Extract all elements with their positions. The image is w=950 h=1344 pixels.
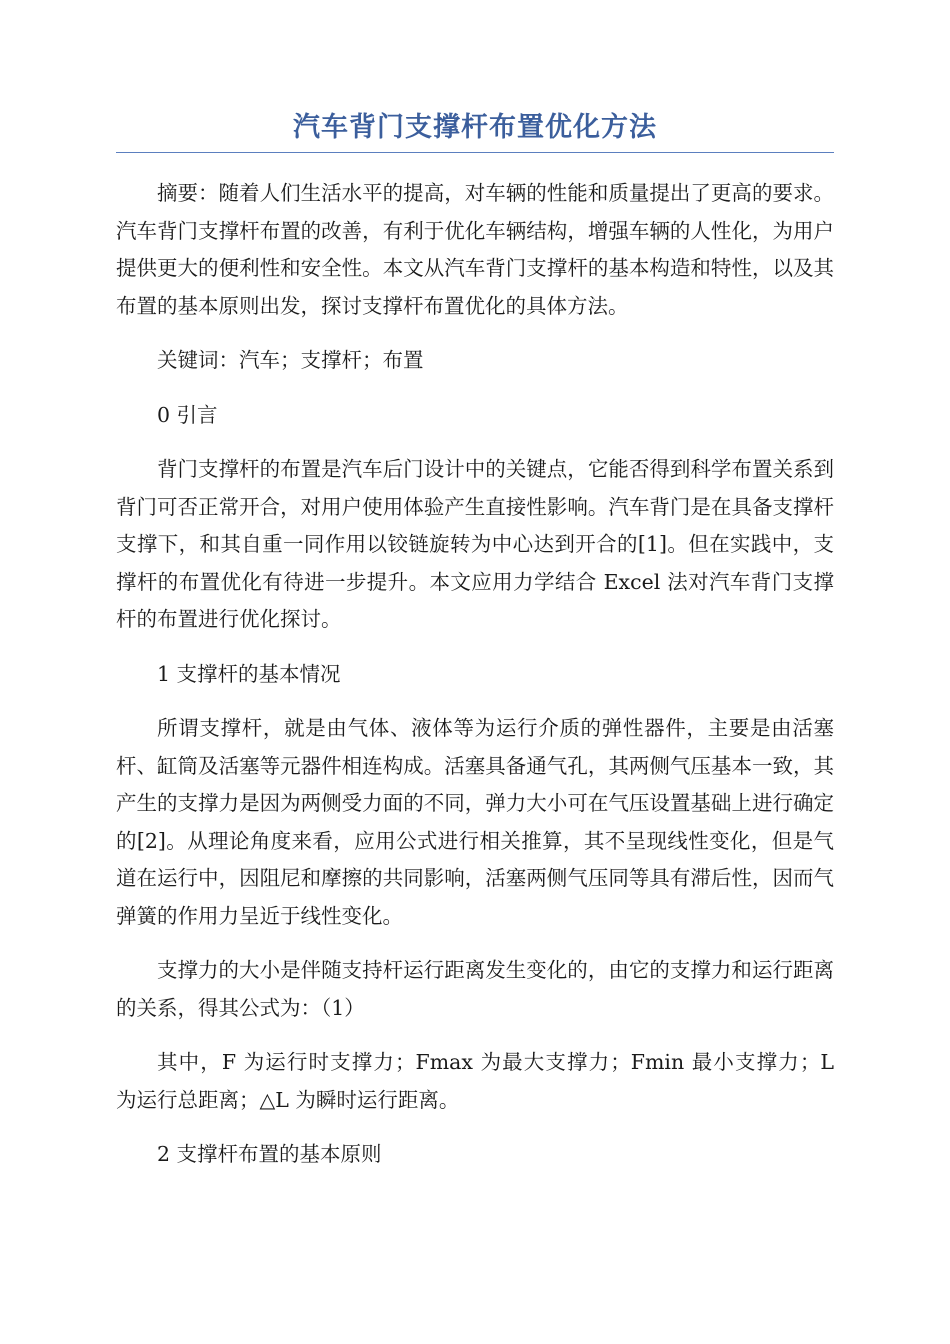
formula-paragraph: 支撑力的大小是伴随支持杆运行距离发生变化的，由它的支撑力和运行距离的关系，得其公式为：（1） <box>116 958 834 1020</box>
basics-paragraph: 所谓支撑杆，就是由气体、液体等为运行介质的弹性器件，主要是由活塞杆、缸筒及活塞等元器件相连构成。活塞具备通气孔，其两侧气压基本一致，其产生的支撑力是因为两侧受力面的不同，弹力大小可在气压设置基础上进行确定的[2]。从理论角度来看，应用公式进行相关推算，其不呈现线性变化，但是气道在运行中，因阻尼和摩擦的共同影响，活塞两侧气压同等具有滞后性，因而气弹簧的作用力呈近于线性变化。 <box>116 716 834 928</box>
keywords-paragraph: 关键词：汽车；支撑杆；布置 <box>157 348 424 372</box>
abstract-paragraph: 摘要：随着人们生活水平的提高，对车辆的性能和质量提出了更高的要求。汽车背门支撑杆布置的改善，有利于优化车辆结构，增强车辆的人性化，为用户提供更大的便利性和安全性。本文从汽车背门支撑杆的基本构造和特性，以及其布置的基本原则出发，探讨支撑杆布置优化的具体方法。 <box>116 181 834 318</box>
introduction-paragraph: 背门支撑杆的布置是汽车后门设计中的关键点，它能否得到科学布置关系到背门可否正常开合，对用户使用体验产生直接性影响。汽车背门是在具备支撑杆支撑下，和其自重一同作用以铰链旋转为中心达到开合的[1]。但在实践中，支撑杆的布置优化有待进一步提升。本文应用力学结合 Excel 法对汽车背门支撑杆的布置进行优化探讨。 <box>116 457 834 631</box>
section-heading-basics: 1 支撑杆的基本情况 <box>157 661 341 686</box>
document-body <box>116 175 834 1174</box>
document-title: 汽车背门支撑杆布置优化方法 <box>116 108 834 153</box>
section-heading-introduction: 0 引言 <box>157 402 218 427</box>
section-heading-principles: 2 支撑杆布置的基本原则 <box>157 1142 382 1166</box>
formula-variables-paragraph: 其中，F 为运行时支撑力；Fmax 为最大支撑力；Fmin 最小支撑力；L 为运行总距离；△L 为瞬时运行距离。 <box>116 1050 834 1112</box>
document-page <box>116 108 834 1191</box>
